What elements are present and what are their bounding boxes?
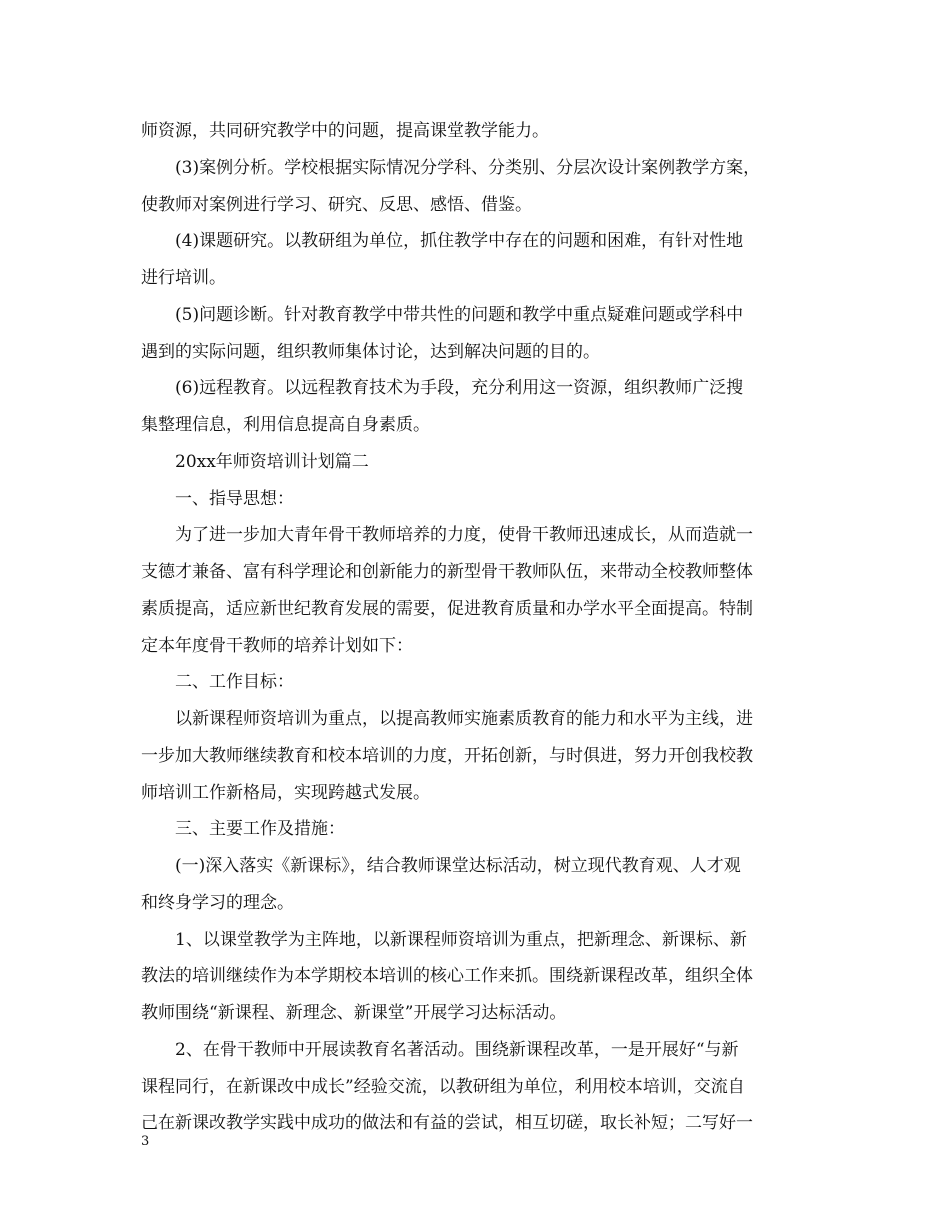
- text-line: (4)课题研究。以教研组为单位，抓住教学中存在的问题和困难，有针对性地: [175, 231, 744, 252]
- text-line: 一步加大教师继续教育和校本培训的力度，开拓创新，与时俱进，努力开创我校教: [141, 745, 753, 766]
- text-line: 二、工作目标：: [175, 672, 294, 693]
- text-line: 1、以课堂教学为主阵地，以新课程师资培训为重点，把新理念、新课标、新: [175, 929, 747, 950]
- text-line: 己在新课改教学实践中成功的做法和有益的尝试，相互切磋，取长补短；二写好一: [141, 1113, 753, 1134]
- text-line: (3)案例分析。学校根据实际情况分学科、分类别、分层次设计案例教学方案，: [175, 157, 761, 178]
- text-line: 三、主要工作及措施：: [175, 819, 345, 840]
- text-line: 定本年度骨干教师的培养计划如下：: [141, 635, 413, 656]
- text-line: 师培训工作新格局，实现跨越式发展。: [141, 782, 430, 803]
- text-line: 遇到的实际问题，组织教师集体讨论，达到解决问题的目的。: [141, 341, 600, 362]
- text-line: 教法的培训继续作为本学期校本培训的核心工作来抓。围绕新课程改革，组织全体: [141, 966, 753, 987]
- text-line: 以新课程师资培训为重点，以提高教师实施素质教育的能力和水平为主线，进: [175, 709, 753, 729]
- text-line: 教师围绕“新课程、新理念、新课堂”开展学习达标活动。: [141, 1003, 567, 1023]
- text-line: 课程同行，在新课改中成长”经验交流，以教研组为单位，利用校本培训，交流自: [141, 1076, 745, 1097]
- text-line: 一、指导思想：: [175, 488, 294, 509]
- text-line: 进行培训。: [141, 268, 226, 288]
- text-line: 素质提高，适应新世纪教育发展的需要，促进教育质量和办学水平全面提高。特制: [141, 598, 753, 619]
- text-line: 师资源，共同研究教学中的问题，提高课堂教学能力。: [141, 121, 549, 141]
- text-line: 集整理信息，利用信息提高自身素质。: [141, 415, 430, 435]
- text-line: 2、在骨干教师中开展读教育名著活动。围绕新课程改革，一是开展好“与新: [175, 1039, 739, 1060]
- text-line: 支德才兼备、富有科学理论和创新能力的新型骨干教师队伍，来带动全校教师整体: [141, 562, 753, 582]
- text-line: 和终身学习的理念。: [141, 892, 294, 913]
- text-line: 使教师对案例进行学习、研究、反思、感悟、借鉴。: [141, 194, 532, 215]
- document-body: [141, 113, 809, 1142]
- text-line: (6)远程教育。以远程教育技术为手段，充分利用这一资源，组织教师广泛搜: [175, 378, 744, 399]
- text-line: (5)问题诊断。针对教育教学中带共性的问题和教学中重点疑难问题或学科中: [175, 304, 744, 325]
- page-number: 3: [141, 1134, 150, 1149]
- text-line: 20xx年师资培训计划篇二: [175, 451, 369, 472]
- text-line: (一)深入落实《新课标》，结合教师课堂达标活动，树立现代教育观、人才观: [175, 856, 741, 876]
- text-line: 为了进一步加大青年骨干教师培养的力度，使骨干教师迅速成长，从而造就一: [175, 525, 753, 546]
